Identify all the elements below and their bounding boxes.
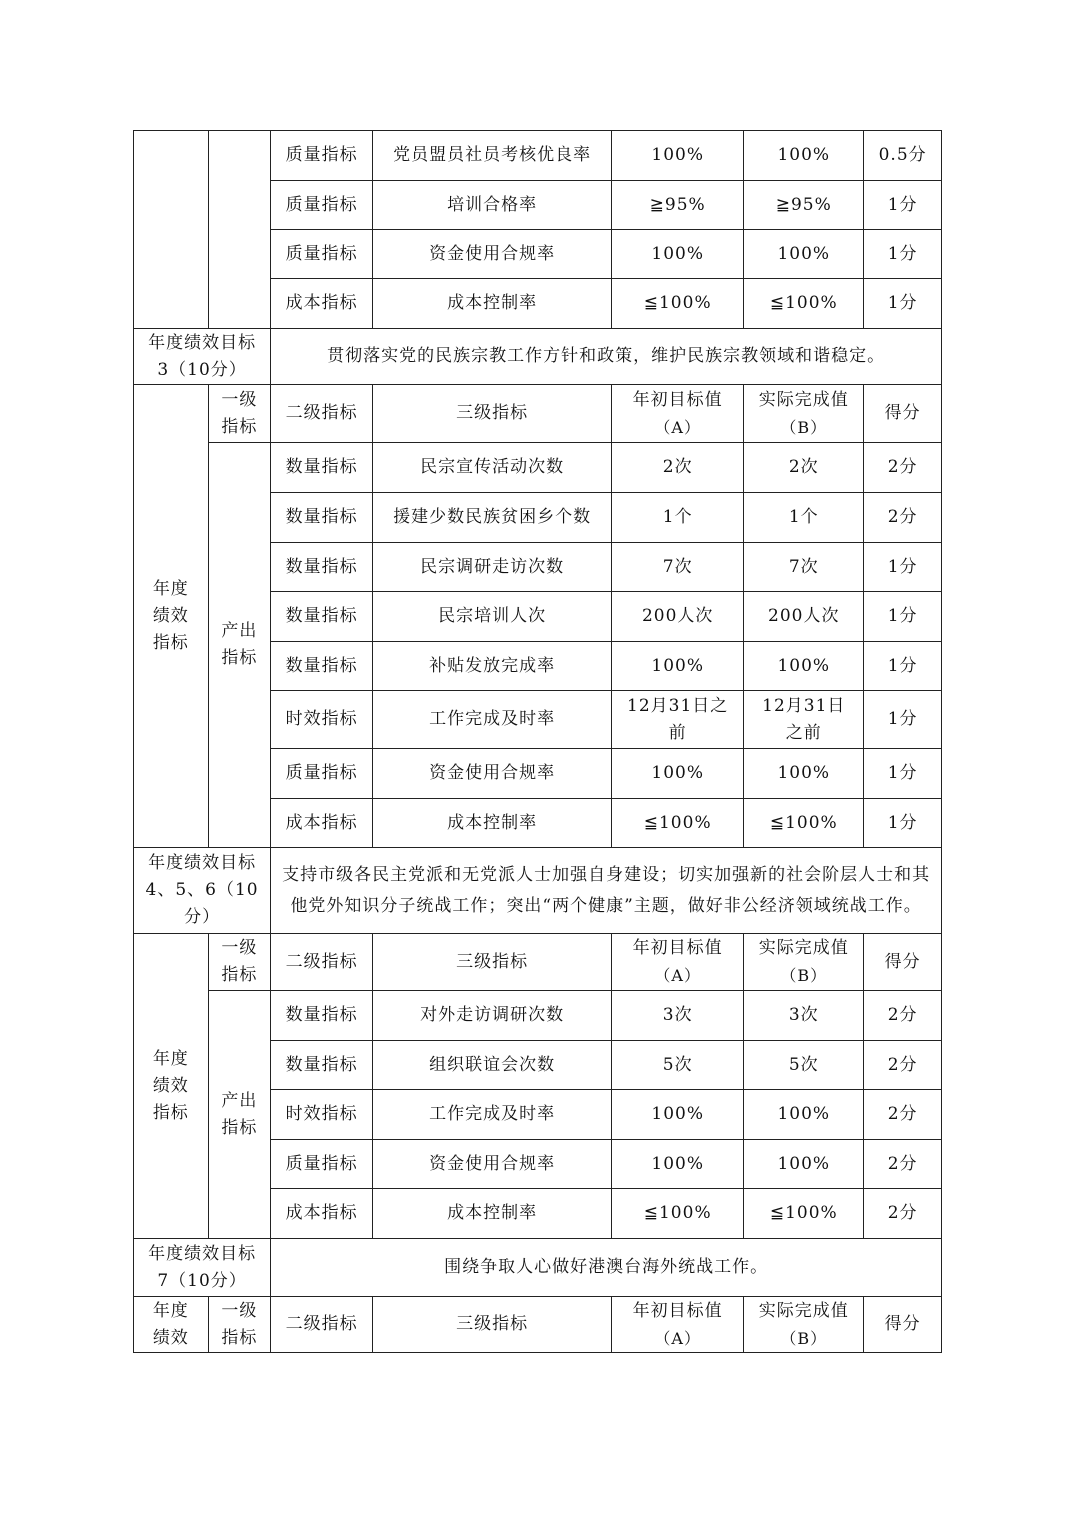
- cell-line: 指标: [221, 1117, 258, 1138]
- actual-cell: 200人次: [744, 592, 864, 642]
- target-cell: 100%: [612, 642, 744, 691]
- target-cell: ≦100%: [612, 1189, 744, 1239]
- level3-cell: 资金使用合规率: [373, 230, 612, 279]
- target-cell: 100%: [612, 749, 744, 799]
- score-cell: 2分: [864, 1189, 942, 1239]
- table-row: [134, 131, 942, 181]
- header-level2: 二级指标: [271, 1297, 373, 1353]
- goal-text-cell: 贯彻落实党的民族宗教工作方针和政策，维护民族宗教领域和谐稳定。: [271, 329, 942, 385]
- cell-line: 年度: [152, 578, 189, 599]
- actual-cell: 100%: [744, 1090, 864, 1140]
- cell-line: 指标: [221, 648, 258, 668]
- header-target: [612, 385, 744, 443]
- level3-cell: 民宗宣传活动次数: [373, 443, 612, 493]
- cell-line: 指标: [221, 965, 258, 985]
- target-cell: 100%: [612, 1090, 744, 1140]
- actual-cell: 1个: [744, 493, 864, 543]
- cell-line: 绩效: [152, 1327, 189, 1348]
- target-cell: 100%: [612, 230, 744, 279]
- cell-line: 年初目标值: [632, 938, 723, 958]
- level2-cell: 数量指标: [271, 642, 373, 691]
- level3-cell: 援建少数民族贫困乡个数: [373, 493, 612, 543]
- score-cell: 2分: [864, 493, 942, 543]
- actual-cell: 100%: [744, 642, 864, 691]
- score-cell: 0.5分: [864, 131, 942, 181]
- score-cell: 2分: [864, 991, 942, 1041]
- header-score: 得分: [864, 1297, 942, 1353]
- cell-line: （A）: [654, 1328, 701, 1348]
- goal-label-line: 年度绩效目标: [148, 332, 257, 353]
- target-cell: 5次: [612, 1041, 744, 1090]
- header-target: [612, 934, 744, 991]
- cell-line: 之前: [785, 722, 822, 743]
- level3-cell: 工作完成及时率: [373, 691, 612, 749]
- cell-line: 指标: [152, 632, 189, 653]
- cell-line: （B）: [780, 1328, 828, 1348]
- score-cell: 1分: [864, 691, 942, 749]
- level3-cell: 组织联谊会次数: [373, 1041, 612, 1090]
- cell-line: （B）: [780, 966, 828, 985]
- actual-cell: ≦100%: [744, 1189, 864, 1239]
- score-cell: 2分: [864, 443, 942, 493]
- goal-label-line: 7（10分）: [157, 1270, 247, 1291]
- cell-line: 12月31日: [762, 695, 846, 716]
- score-cell: 1分: [864, 230, 942, 279]
- output-indicator-cell: [208, 443, 271, 848]
- target-cell: [612, 691, 744, 749]
- header-level2: 二级指标: [271, 934, 373, 991]
- level3-cell: 资金使用合规率: [373, 1140, 612, 1189]
- level2-cell: 质量指标: [271, 181, 373, 230]
- actual-cell: 7次: [744, 543, 864, 592]
- target-cell: 2次: [612, 443, 744, 493]
- target-cell: 100%: [612, 131, 744, 181]
- level3-cell: 成本控制率: [373, 1189, 612, 1239]
- performance-indicator-table: [133, 130, 942, 1353]
- level2-cell: 成本指标: [271, 279, 373, 329]
- continued-col1-cell: [134, 131, 209, 329]
- header-level3: 三级指标: [373, 1297, 612, 1353]
- cell-line: 实际完成值: [758, 1300, 849, 1321]
- actual-cell: 2次: [744, 443, 864, 493]
- level2-cell: 数量指标: [271, 592, 373, 642]
- score-cell: 1分: [864, 592, 942, 642]
- level3-cell: 培训合格率: [373, 181, 612, 230]
- continued-col2-cell: [208, 131, 271, 329]
- annual-indicator-cell: [134, 1297, 209, 1353]
- table-row: [134, 991, 942, 1041]
- score-cell: 2分: [864, 1140, 942, 1189]
- cell-line: 12月31日之: [627, 695, 729, 716]
- goal-label-line: 年度绩效目标: [148, 1243, 257, 1264]
- level3-cell: 民宗调研走访次数: [373, 543, 612, 592]
- cell-line: 年初目标值: [632, 389, 723, 410]
- header-score: 得分: [864, 934, 942, 991]
- level3-cell: 补贴发放完成率: [373, 642, 612, 691]
- goal-label-line: 年度绩效目标: [148, 853, 257, 873]
- level2-cell: 数量指标: [271, 543, 373, 592]
- goal-label-cell: [134, 848, 271, 934]
- header-actual: [744, 385, 864, 443]
- annual-indicator-cell: [134, 934, 209, 1239]
- goal-row: [134, 329, 942, 385]
- target-cell: ≧95%: [612, 181, 744, 230]
- header-level3: 三级指标: [373, 934, 612, 991]
- goal-text-cell: 支持市级各民主党派和无党派人士加强自身建设；切实加强新的社会阶层人士和其他党外知识分子统战工作；突出“两个健康”主题，做好非公经济领域统战工作。: [271, 848, 942, 934]
- header-actual: [744, 934, 864, 991]
- goal-label-line: 分）: [184, 907, 221, 927]
- level3-cell: 工作完成及时率: [373, 1090, 612, 1140]
- cell-line: 年度: [152, 1300, 189, 1321]
- target-cell: ≦100%: [612, 279, 744, 329]
- level2-cell: 数量指标: [271, 493, 373, 543]
- actual-cell: 100%: [744, 131, 864, 181]
- score-cell: 1分: [864, 642, 942, 691]
- level2-cell: 成本指标: [271, 1189, 373, 1239]
- score-cell: 2分: [864, 1041, 942, 1090]
- cell-line: 一级: [221, 938, 258, 958]
- cell-line: 实际完成值: [758, 938, 849, 958]
- header-level3: 三级指标: [373, 385, 612, 443]
- cell-line: （A）: [654, 417, 701, 437]
- score-cell: 1分: [864, 799, 942, 848]
- header-target: [612, 1297, 744, 1353]
- goal-text-cell: 围绕争取人心做好港澳台海外统战工作。: [271, 1239, 942, 1297]
- goal-label-line: 3（10分）: [157, 359, 247, 380]
- header-level1: [208, 934, 271, 991]
- table-row: [134, 443, 942, 493]
- header-row: [134, 385, 942, 443]
- target-cell: ≦100%: [612, 799, 744, 848]
- level2-cell: 时效指标: [271, 691, 373, 749]
- target-cell: 7次: [612, 543, 744, 592]
- goal-label-cell: [134, 329, 271, 385]
- level3-cell: 民宗培训人次: [373, 592, 612, 642]
- cell-line: 指标: [152, 1102, 189, 1123]
- cell-line: 绩效: [152, 605, 189, 626]
- actual-cell: ≦100%: [744, 279, 864, 329]
- target-cell: 200人次: [612, 592, 744, 642]
- level2-cell: 成本指标: [271, 799, 373, 848]
- level3-cell: 资金使用合规率: [373, 749, 612, 799]
- actual-cell: 5次: [744, 1041, 864, 1090]
- cell-line: 一级: [221, 389, 258, 410]
- actual-cell: ≧95%: [744, 181, 864, 230]
- target-cell: 1个: [612, 493, 744, 543]
- goal-label-line: 4、5、6（10: [145, 880, 259, 900]
- header-score: 得分: [864, 385, 942, 443]
- cell-line: 产出: [221, 621, 258, 641]
- header-level1: [208, 385, 271, 443]
- actual-cell: 3次: [744, 991, 864, 1041]
- level2-cell: 数量指标: [271, 443, 373, 493]
- header-row: [134, 1297, 942, 1353]
- actual-cell: 100%: [744, 1140, 864, 1189]
- level2-cell: 质量指标: [271, 749, 373, 799]
- goal-label-cell: [134, 1239, 271, 1297]
- target-cell: 100%: [612, 1140, 744, 1189]
- output-indicator-cell: [208, 991, 271, 1239]
- header-level1: [208, 1297, 271, 1353]
- cell-line: 年度: [152, 1048, 189, 1069]
- score-cell: 1分: [864, 181, 942, 230]
- cell-line: 指标: [221, 416, 258, 437]
- cell-line: 产出: [221, 1090, 258, 1111]
- cell-line: 绩效: [152, 1075, 189, 1096]
- cell-line: （A）: [654, 966, 701, 985]
- cell-line: 指标: [221, 1327, 258, 1348]
- actual-cell: 100%: [744, 749, 864, 799]
- level2-cell: 质量指标: [271, 230, 373, 279]
- level2-cell: 质量指标: [271, 1140, 373, 1189]
- level2-cell: 数量指标: [271, 1041, 373, 1090]
- header-level2: 二级指标: [271, 385, 373, 443]
- score-cell: 1分: [864, 279, 942, 329]
- level3-cell: 党员盟员社员考核优良率: [373, 131, 612, 181]
- score-cell: 1分: [864, 543, 942, 592]
- performance-table-page: [133, 130, 942, 1353]
- actual-cell: [744, 691, 864, 749]
- cell-line: 一级: [221, 1300, 258, 1321]
- goal-row: [134, 848, 942, 934]
- target-cell: 3次: [612, 991, 744, 1041]
- actual-cell: ≦100%: [744, 799, 864, 848]
- cell-line: 前: [668, 722, 687, 743]
- score-cell: 1分: [864, 749, 942, 799]
- annual-indicator-cell: [134, 385, 209, 848]
- cell-line: 年初目标值: [632, 1300, 723, 1321]
- cell-line: 实际完成值: [758, 389, 849, 410]
- level3-cell: 成本控制率: [373, 799, 612, 848]
- header-actual: [744, 1297, 864, 1353]
- header-row: [134, 934, 942, 991]
- score-cell: 2分: [864, 1090, 942, 1140]
- goal-row: [134, 1239, 942, 1297]
- level2-cell: 时效指标: [271, 1090, 373, 1140]
- actual-cell: 100%: [744, 230, 864, 279]
- level3-cell: 对外走访调研次数: [373, 991, 612, 1041]
- level3-cell: 成本控制率: [373, 279, 612, 329]
- cell-line: （B）: [780, 417, 828, 437]
- level2-cell: 质量指标: [271, 131, 373, 181]
- level2-cell: 数量指标: [271, 991, 373, 1041]
